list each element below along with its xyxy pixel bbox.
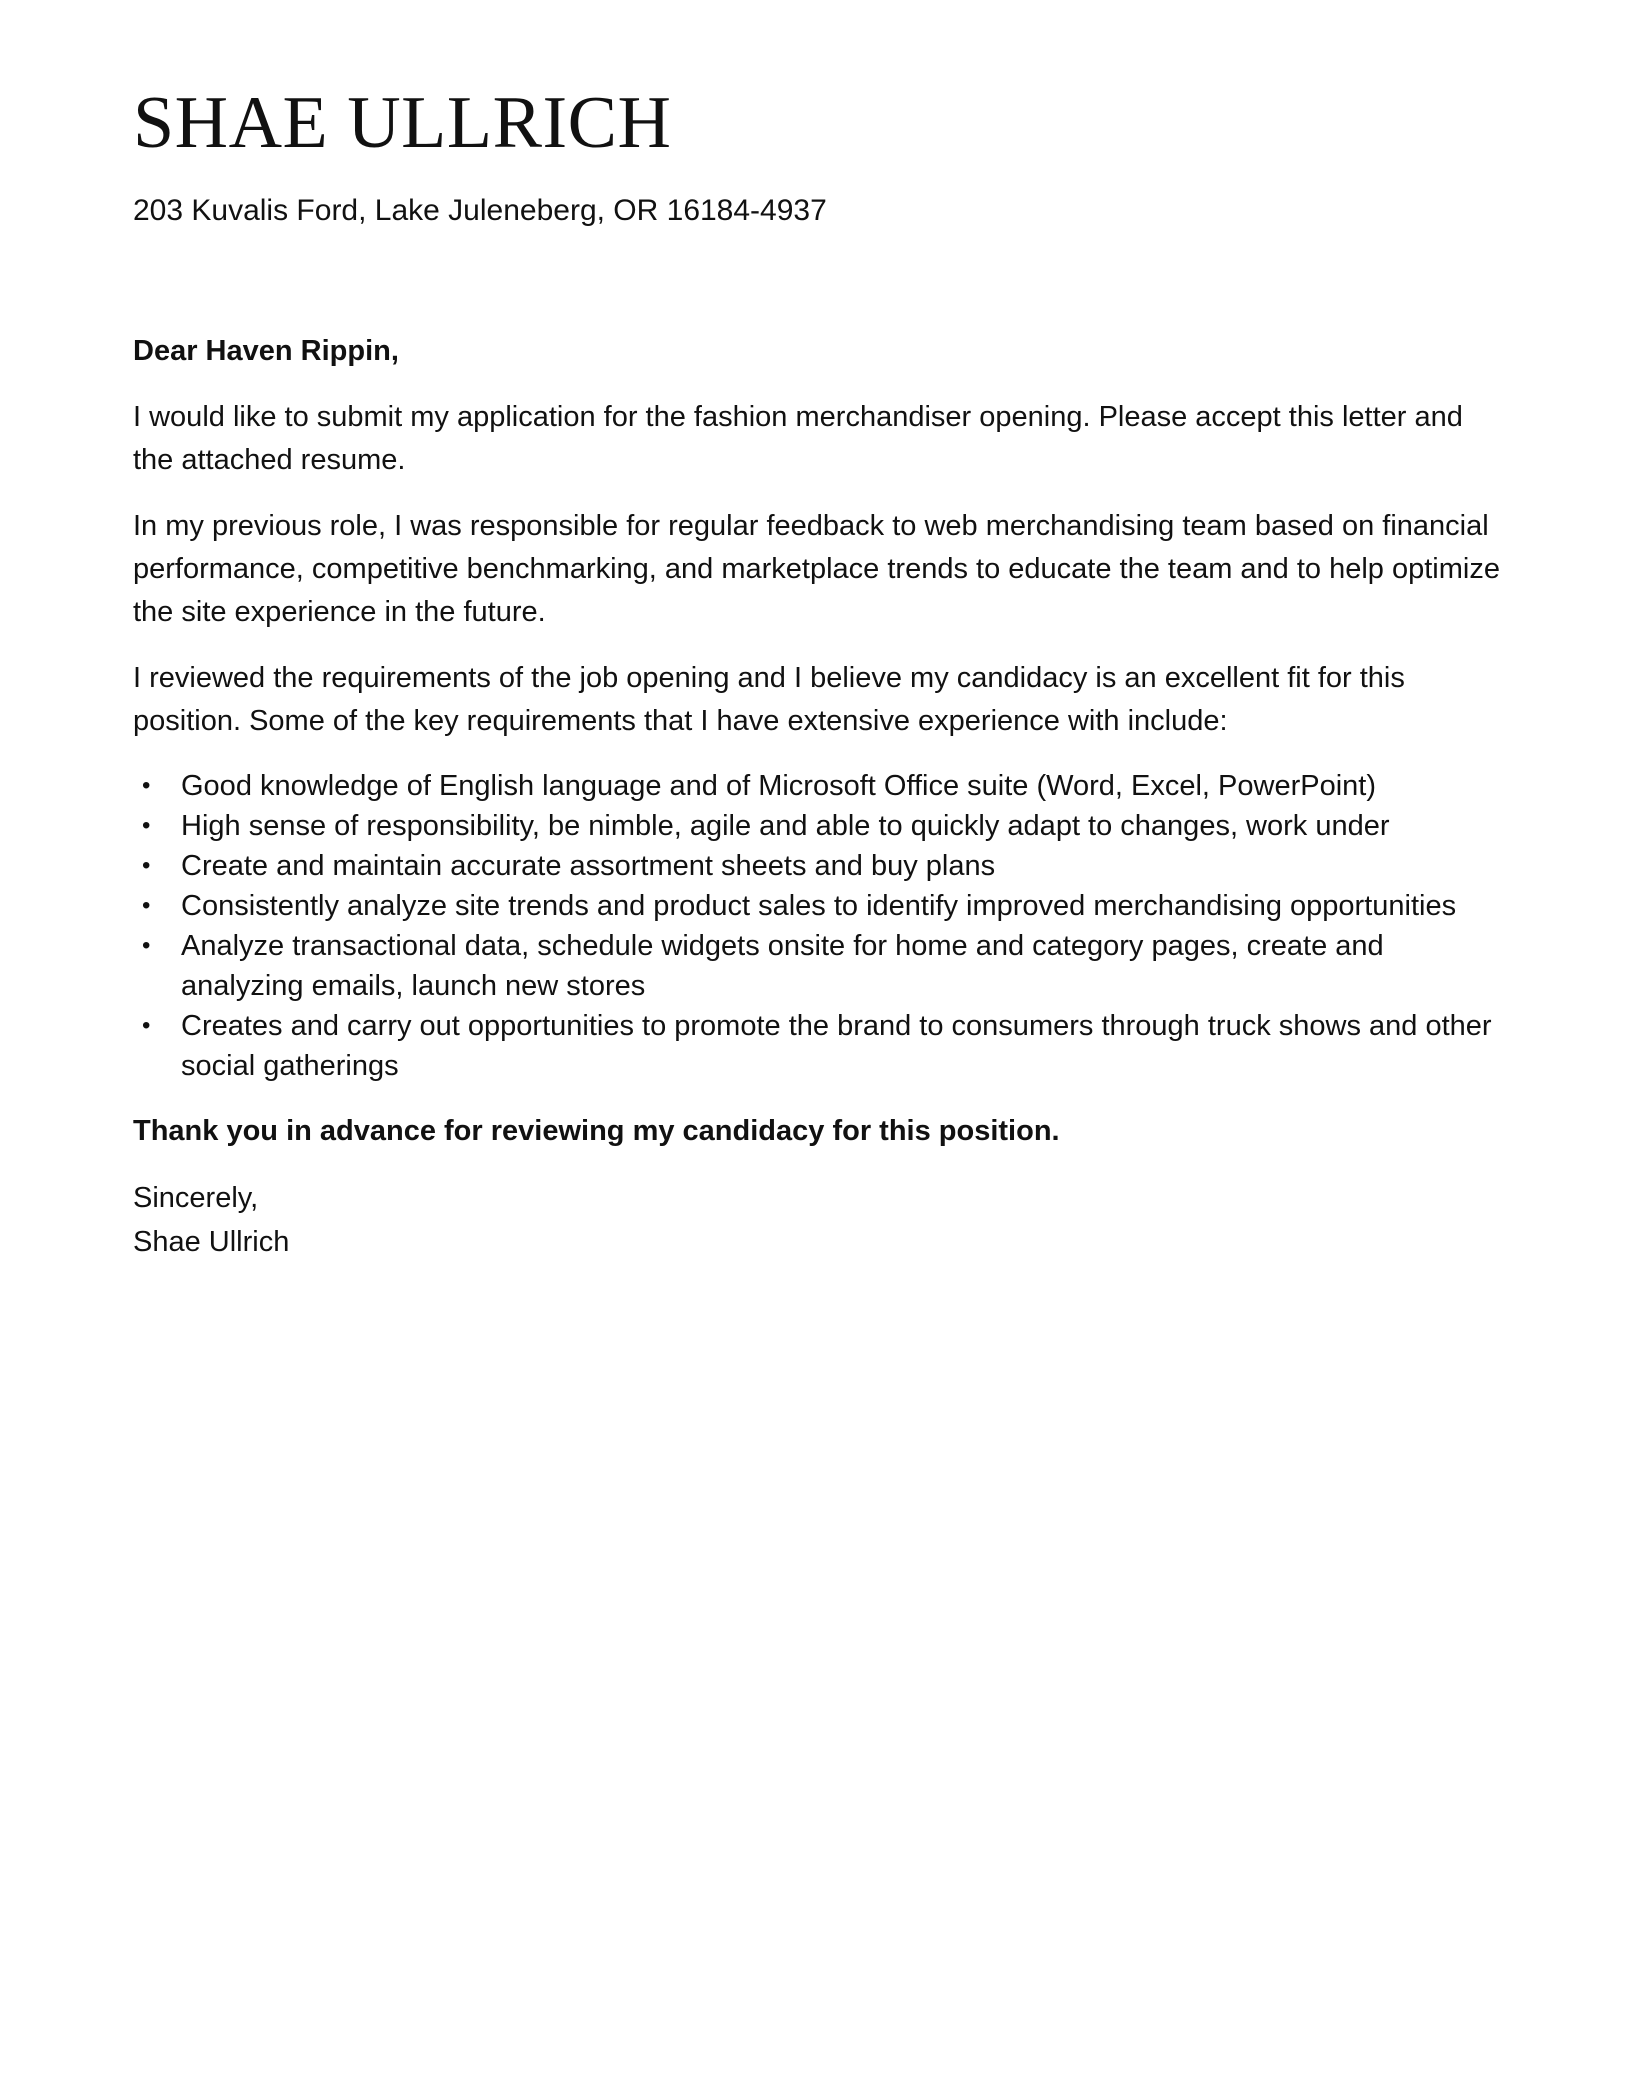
bullet-icon: •	[142, 852, 151, 879]
list-item: • Create and maintain accurate assortment sheets and buy plans	[181, 846, 1503, 886]
paragraph-experience: In my previous role, I was responsible for regular feedback to web merchandising team based on financial performance, competitive benchmarking, and marketplace trends to educate the team and to help optimize the site experience in the future.	[133, 510, 1500, 628]
signoff-block	[133, 1176, 1503, 1264]
letter-body	[133, 330, 1503, 1264]
closing-statement: Thank you in advance for reviewing my candidacy for this position.	[133, 1115, 1060, 1147]
list-item: • Creates and carry out opportunities to promote the brand to consumers through truck shows and other social gatherings	[181, 1006, 1503, 1086]
paragraph-fit: I reviewed the requirements of the job opening and I believe my candidacy is an excellent fit for this position. Some of the key requirements that I have extensive experience with include:	[133, 662, 1405, 737]
paragraph-intro: I would like to submit my application for the fashion merchandiser opening. Please accept this letter and the attached resume.	[133, 401, 1463, 476]
bullet-icon: •	[142, 772, 151, 799]
signature: Shae Ullrich	[133, 1226, 290, 1258]
bullet-icon: •	[142, 1012, 151, 1039]
bullet-icon: •	[142, 812, 151, 839]
list-item: • Analyze transactional data, schedule widgets onsite for home and category pages, create and analyzing emails, launch new stores	[181, 926, 1503, 1006]
bullet-icon: •	[142, 932, 151, 959]
applicant-name: SHAE ULLRICH	[133, 82, 672, 164]
bullet-icon: •	[142, 892, 151, 919]
requirements-list	[133, 766, 1503, 1086]
signoff: Sincerely,	[133, 1182, 259, 1214]
applicant-address: 203 Kuvalis Ford, Lake Juleneberg, OR 16184-4937	[133, 194, 827, 227]
greeting: Dear Haven Rippin,	[133, 335, 399, 367]
list-item: • Consistently analyze site trends and product sales to identify improved merchandising opportunities	[181, 886, 1503, 926]
list-item: • High sense of responsibility, be nimble, agile and able to quickly adapt to changes, work under	[181, 806, 1503, 846]
list-item: • Good knowledge of English language and of Microsoft Office suite (Word, Excel, PowerPoint)	[181, 766, 1503, 806]
